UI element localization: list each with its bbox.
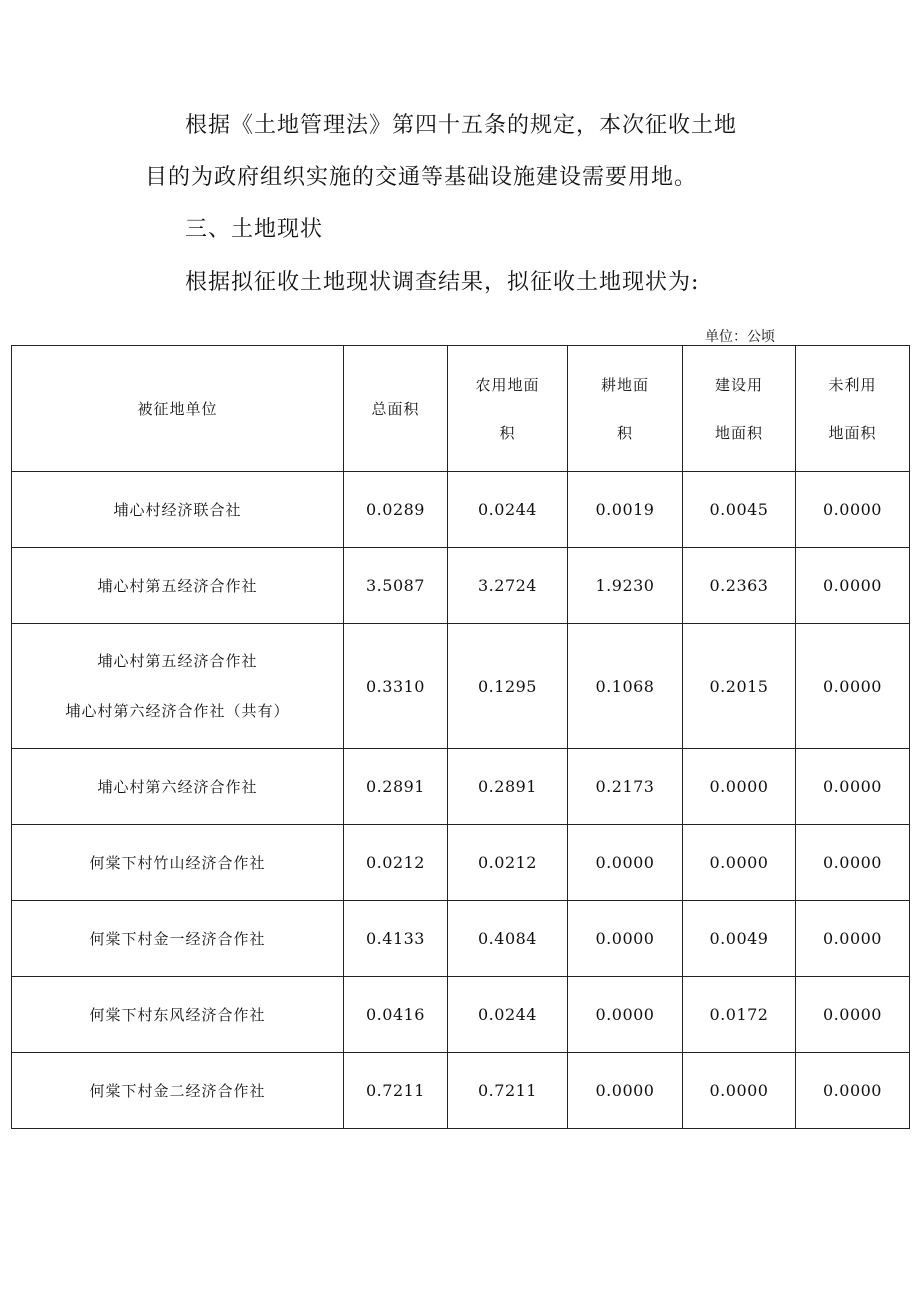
cell-unused: 0.0000 <box>796 1053 910 1129</box>
cell-total: 0.7211 <box>344 1053 448 1129</box>
cell-unit: 埔心村经济联合社 <box>12 472 344 548</box>
section-heading: 三、土地现状 <box>185 217 324 242</box>
header-line: 耕地面 <box>600 375 649 394</box>
cell-construction: 0.2015 <box>683 624 796 749</box>
cell-total: 0.0289 <box>344 472 448 548</box>
cell-total: 0.0416 <box>344 977 448 1053</box>
unit-line: 埔心村第六经济合作社（共有） <box>65 702 290 720</box>
cell-total: 0.3310 <box>344 624 448 749</box>
cell-agri: 0.0244 <box>448 472 568 548</box>
cell-unused: 0.0000 <box>796 901 910 977</box>
cell-total: 0.2891 <box>344 749 448 825</box>
cell-unused: 0.0000 <box>796 472 910 548</box>
cell-construction: 0.0000 <box>683 825 796 901</box>
paragraph-1-line-2: 目的为政府组织实施的交通等基础设施建设需要用地。 <box>145 165 698 190</box>
header-arable-area <box>568 346 683 472</box>
header-construction-area <box>683 346 796 472</box>
cell-agri: 3.2724 <box>448 548 568 624</box>
cell-agri: 0.7211 <box>448 1053 568 1129</box>
header-line: 建设用 <box>714 375 763 394</box>
paragraph-2: 根据拟征收土地现状调查结果，拟征收土地现状为: <box>185 270 700 295</box>
cell-unit <box>12 624 344 749</box>
cell-unused: 0.0000 <box>796 825 910 901</box>
cell-unit: 何棠下村竹山经济合作社 <box>12 825 344 901</box>
cell-unit: 埔心村第五经济合作社 <box>12 548 344 624</box>
table-row <box>12 901 910 977</box>
cell-unused: 0.0000 <box>796 548 910 624</box>
header-unused-area <box>796 346 910 472</box>
cell-arable: 0.0000 <box>568 901 683 977</box>
header-line: 积 <box>616 423 633 442</box>
table-header-row <box>12 346 910 472</box>
header-agricultural-area <box>448 346 568 472</box>
cell-arable: 0.0000 <box>568 977 683 1053</box>
cell-total: 0.4133 <box>344 901 448 977</box>
header-line: 农用地面 <box>475 375 540 394</box>
table-row <box>12 825 910 901</box>
cell-agri: 0.4084 <box>448 901 568 977</box>
table-row <box>12 472 910 548</box>
cell-arable: 0.2173 <box>568 749 683 825</box>
cell-arable: 0.1068 <box>568 624 683 749</box>
cell-total: 3.5087 <box>344 548 448 624</box>
table-row <box>12 624 910 749</box>
table-row <box>12 749 910 825</box>
cell-unit: 何棠下村金一经济合作社 <box>12 901 344 977</box>
header-line: 地面积 <box>828 423 877 442</box>
header-line: 积 <box>499 423 516 442</box>
cell-agri: 0.0212 <box>448 825 568 901</box>
cell-unused: 0.0000 <box>796 624 910 749</box>
header-line: 地面积 <box>714 423 763 442</box>
table-row <box>12 1053 910 1129</box>
cell-construction: 0.2363 <box>683 548 796 624</box>
cell-construction: 0.0045 <box>683 472 796 548</box>
cell-construction: 0.0000 <box>683 1053 796 1129</box>
cell-agri: 0.1295 <box>448 624 568 749</box>
cell-arable: 0.0019 <box>568 472 683 548</box>
table-row <box>12 977 910 1053</box>
header-unit: 被征地单位 <box>12 346 344 472</box>
cell-arable: 0.0000 <box>568 1053 683 1129</box>
cell-unit: 何棠下村东风经济合作社 <box>12 977 344 1053</box>
cell-construction: 0.0172 <box>683 977 796 1053</box>
table-row <box>12 548 910 624</box>
cell-unused: 0.0000 <box>796 749 910 825</box>
cell-unit: 埔心村第六经济合作社 <box>12 749 344 825</box>
unit-line: 埔心村第五经济合作社 <box>97 652 258 670</box>
paragraph-1-line-1: 根据《土地管理法》第四十五条的规定，本次征收土地 <box>185 113 738 138</box>
cell-agri: 0.2891 <box>448 749 568 825</box>
cell-arable: 0.0000 <box>568 825 683 901</box>
land-status-table <box>11 345 910 1129</box>
cell-agri: 0.0244 <box>448 977 568 1053</box>
table-unit-label: 单位：公顷 <box>705 329 775 345</box>
cell-construction: 0.0000 <box>683 749 796 825</box>
cell-unused: 0.0000 <box>796 977 910 1053</box>
cell-construction: 0.0049 <box>683 901 796 977</box>
cell-arable: 1.9230 <box>568 548 683 624</box>
cell-total: 0.0212 <box>344 825 448 901</box>
cell-unit: 何棠下村金二经济合作社 <box>12 1053 344 1129</box>
header-line: 未利用 <box>828 375 877 394</box>
header-total-area: 总面积 <box>344 346 448 472</box>
